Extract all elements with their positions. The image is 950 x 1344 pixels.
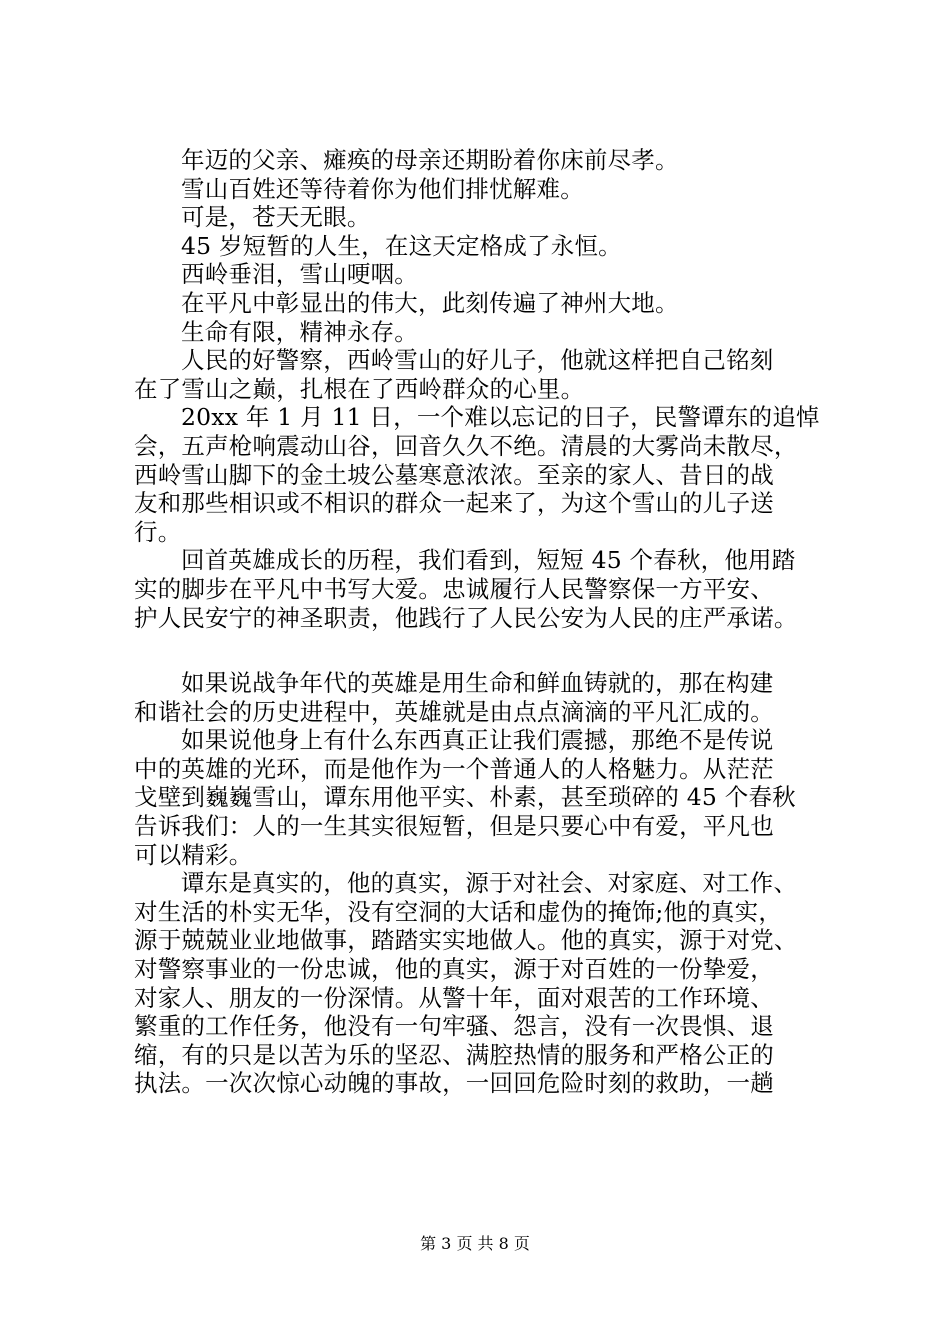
text-line: 友和那些相识或不相识的群众一起来了，为这个雪山的儿子送 — [134, 489, 774, 518]
text-line: 20xx 年 1 月 11 日，一个难以忘记的日子，民警谭东的追悼 — [181, 403, 820, 432]
text-line: 护人民安宁的神圣职责，他践行了人民公安为人民的庄严承诺。 — [134, 603, 798, 632]
text-line: 可是，苍天无眼。 — [181, 203, 371, 232]
text-line: 源于兢兢业业地做事，踏踏实实地做人。他的真实，源于对党、 — [134, 926, 798, 955]
text-line: 对家人、朋友的一份深情。从警十年，面对艰苦的工作环境、 — [134, 983, 774, 1012]
text-line: 人民的好警察，西岭雪山的好儿子，他就这样把自己铭刻 — [181, 346, 774, 375]
text-line: 会，五声枪响震动山谷，回音久久不绝。清晨的大雾尚未散尽， — [134, 431, 798, 460]
text-line: 在平凡中彰显出的伟大，此刻传遍了神州大地。 — [181, 288, 679, 317]
text-line: 生命有限，精神永存。 — [181, 317, 418, 346]
text-line: 中的英雄的光环，而是他作为一个普通人的人格魅力。从茫茫 — [134, 754, 774, 783]
document-body — [134, 146, 834, 1098]
text-line: 对警察事业的一份忠诚，他的真实，源于对百姓的一份挚爱， — [134, 955, 774, 984]
text-line: 可以精彩。 — [134, 840, 253, 869]
text-line: 45 岁短暂的人生，在这天定格成了永恒。 — [181, 231, 622, 260]
text-line: 告诉我们：人的一生其实很短暂，但是只要心中有爱，平凡也 — [134, 812, 774, 841]
text-line: 实的脚步在平凡中书写大爱。忠诚履行人民警察保一方平安、 — [134, 574, 774, 603]
text-line: 在了雪山之巅，扎根在了西岭群众的心里。 — [134, 374, 585, 403]
text-line: 执法。一次次惊心动魄的事故，一回回危险时刻的救助，一趟 — [134, 1069, 774, 1098]
text-line: 行。 — [134, 517, 182, 546]
text-line: 西岭雪山脚下的金土坡公墓寒意浓浓。至亲的家人、昔日的战 — [134, 460, 774, 489]
text-line: 缩，有的只是以苦为乐的坚忍、满腔热情的服务和严格公正的 — [134, 1040, 774, 1069]
text-line: 雪山百姓还等待着你为他们排忧解难。 — [181, 174, 584, 203]
text-line: 如果说他身上有什么东西真正让我们震撼，那绝不是传说 — [181, 726, 774, 755]
text-line: 年迈的父亲、瘫痪的母亲还期盼着你床前尽孝。 — [181, 146, 679, 174]
page-number-label: 第 3 页 共 8 页 — [420, 1234, 530, 1253]
text-line: 回首英雄成长的历程，我们看到，短短 45 个春秋，他用踏 — [181, 546, 796, 575]
text-line: 谭东是真实的，他的真实，源于对社会、对家庭、对工作、 — [181, 869, 798, 898]
page-footer — [0, 1234, 950, 1254]
text-line: 对生活的朴实无华，没有空洞的大话和虚伪的掩饰;他的真实， — [134, 897, 783, 926]
text-line: 和谐社会的历史进程中，英雄就是由点点滴滴的平凡汇成的。 — [134, 697, 774, 726]
text-line: 西岭垂泪，雪山哽咽。 — [181, 260, 418, 289]
text-line: 繁重的工作任务，他没有一句牢骚、怨言，没有一次畏惧、退 — [134, 1012, 774, 1041]
text-line: 如果说战争年代的英雄是用生命和鲜血铸就的，那在构建 — [181, 669, 774, 698]
paragraph-gap — [134, 632, 834, 669]
text-line: 戈壁到巍巍雪山，谭东用他平实、朴素，甚至琐碎的 45 个春秋 — [134, 783, 796, 812]
